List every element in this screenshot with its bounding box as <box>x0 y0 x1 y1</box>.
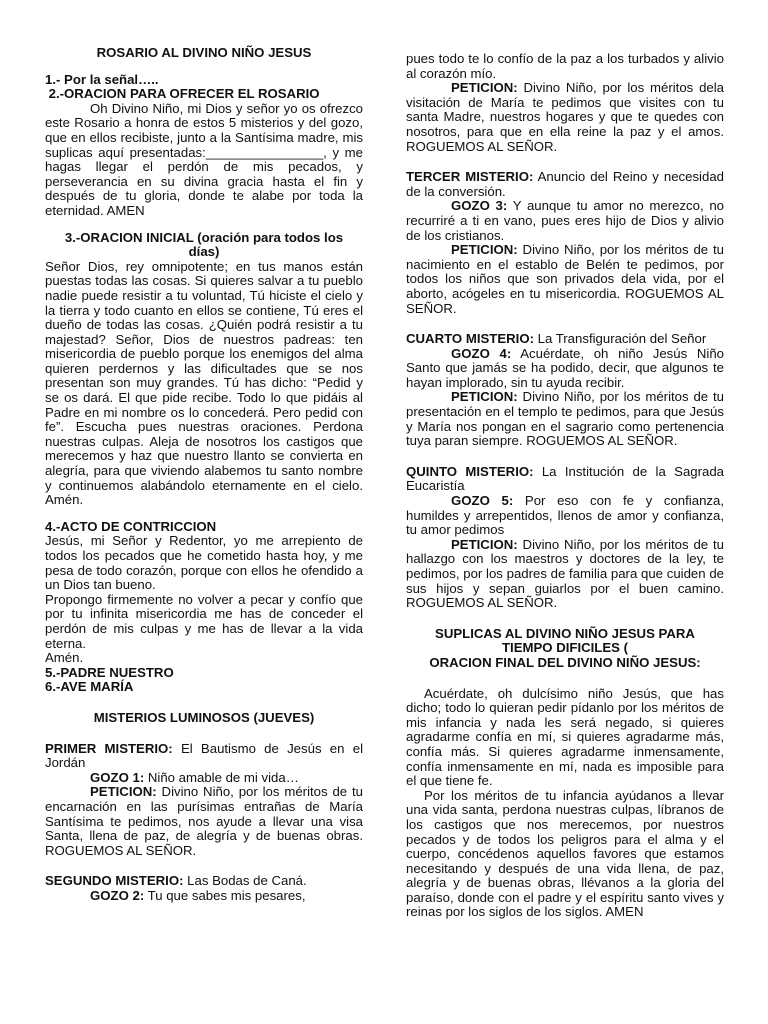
mystery-2-peticion <box>406 81 724 154</box>
gozo-2-label: GOZO 2: <box>90 887 145 903</box>
gozo-1-label: GOZO 1: <box>90 769 145 785</box>
mystery-4-peticion <box>406 390 724 448</box>
mystery-4-gozo <box>406 347 724 391</box>
final-prayer-part-1: Acuérdate, oh dulcísimo niño Jesús, que has dicho; todo lo quieran pedir pídanlo por los méritos de mis infancia y nada les será negado, si quieres agradarme confía en mí, si quieres agradarme más, confía más. Si quieres agradarme inmensamente, confía inmensamente en mí, nada es imposible para el que tiene fe. <box>406 685 724 789</box>
peticion-2-label: PETICION: <box>451 80 518 96</box>
mystery-2-gozo <box>45 889 363 904</box>
step-4-prayer-part-2: Propongo firmemente no volver a pecar y confío que por tu infinita misericordia me has de conceder el perdón de mis culpas y me has de llevar a la vida eterna. <box>45 591 363 651</box>
peticion-4-text: Divino Niño, por los méritos de tu presentación en el templo te pedimos, para que Jesús y María nos pongan en el sagrario como pertenencia tuya paran siempre. ROGUEMOS AL SEÑOR. <box>406 389 724 449</box>
peticion-1-text: Divino Niño, por los méritos de tu encarnación en las purísimas entrañas de María Santísima te pedimos, nos ayude a llevar una visa Santa, llena de paz, de alegría y de buenas obras. ROGUEMOS AL SEÑOR. <box>45 784 363 858</box>
mystery-4 <box>406 332 724 347</box>
peticion-4-label: PETICION: <box>451 389 518 405</box>
step-4-heading: 4.-ACTO DE CONTRICCION <box>45 518 217 534</box>
gozo-4-label: GOZO 4: <box>451 345 512 361</box>
document-title: ROSARIO AL DIVINO NIÑO JESUS <box>96 45 312 60</box>
step-2-heading: 2.-ORACION PARA OFRECER EL ROSARIO <box>45 86 320 102</box>
mystery-4-label: CUARTO MISTERIO: <box>406 331 534 347</box>
step-4-amen: Amén. <box>45 650 84 666</box>
misterios-heading: MISTERIOS LUMINOSOS (JUEVES) <box>93 709 315 725</box>
step-3-heading: 3.-ORACION INICIAL (oración para todos los días) <box>64 229 344 260</box>
mystery-5-label: QUINTO MISTERIO: <box>406 463 534 479</box>
gozo-1-text: Niño amable de mi vida… <box>144 769 299 785</box>
peticion-5-label: PETICION: <box>451 536 518 552</box>
gozo-4-text: Acuérdate, oh niño Jesús Niño Santo que jamás se ha podido, decir, que algunos te hayan implorado, sin tu ayuda recibir. <box>406 345 725 390</box>
peticion-5-text: Divino Niño, por los méritos de tu hallazgo con los maestros y doctores de la ley, te pedimos, por los padres de familia para que cuiden de sus hijos y sepan guiarlos por el buen camino. ROGUEMOS AL SEÑOR. <box>406 536 724 611</box>
mystery-5-peticion <box>406 538 724 611</box>
step-1-heading: 1.- Por la señal….. <box>45 71 159 87</box>
mystery-2-label: SEGUNDO MISTERIO: <box>45 873 184 889</box>
mystery-3-gozo <box>406 199 724 243</box>
peticion-3-label: PETICION: <box>451 242 518 258</box>
mystery-1-label: PRIMER MISTERIO: <box>45 740 173 756</box>
final-prayer-part-2: Por los méritos de tu infancia ayúdanos a llevar una vida santa, perdona nuestras culpas, líbranos de los castigos que nos merecemos, por nuestros pecados y de todos los peligros para el alma y el cuerpo, concédenos aquellos favores que estamos necesitando y después de una vida llena, de paz, alegría y de buenas obras, llévanos a la gloria del paraíso, donde con el padre y el espíritu santo vives y reinas por los siglos de los siglos. AMEN <box>406 787 724 920</box>
mystery-4-text: La Transfiguración del Señor <box>533 331 707 347</box>
peticion-2-text: Divino Niño, por los méritos dela visitación de María te pedimos que visites con tu santa Madre, nuestros hogares y que te quedes con nosotros, para que en ella reine la paz y el amos. ROGUEMOS AL SEÑOR. <box>406 80 724 154</box>
mystery-1-text: El Bautismo de Jesús en el Jordán <box>45 740 363 771</box>
mystery-1-peticion <box>45 785 363 858</box>
suplicas-heading: SUPLICAS AL DIVINO NIÑO JESUS PARA TIEMPO DIFICILES ( <box>435 625 695 656</box>
right-column <box>406 52 724 920</box>
peticion-3-text: Divino Niño, por los méritos de tu nacimiento en el establo de Belén te pedimos, por todos los niños que son privados dela vida, por el aborto, acógeles en tu misericordia. ROGUEMOS AL SEÑOR. <box>406 242 724 316</box>
mystery-3-peticion <box>406 243 724 316</box>
step-2-prayer: Oh Divino Niño, mi Dios y señor yo os ofrezco este Rosario a honra de estos 5 misterios y del gozo, que en ellos recibiste, junto a la Santísima madre, mis suplicas aquí presentadas:________________, y me hagas llegar el perdón de mis pecados, y perseverancia en su divina gracia hasta el fin y después de tu gloria, donde te alabe por toda la eternidad. AMEN <box>45 100 363 218</box>
gozo-3-text: Y aunque tu amor no merezco, no recurriré a ti en vano, pues eres hijo de Dios y alivio de los cristianos. <box>406 198 724 243</box>
gozo-5-label: GOZO 5: <box>451 493 514 509</box>
mystery-2-text: Las Bodas de Caná. <box>183 873 307 889</box>
mystery-5 <box>406 465 724 494</box>
mystery-1 <box>45 742 363 771</box>
left-column <box>45 46 363 903</box>
mystery-3 <box>406 170 724 199</box>
mystery-1-gozo <box>45 771 363 786</box>
step-5-heading: 5.-PADRE NUESTRO <box>45 664 174 680</box>
gozo-2-continuation: pues todo te lo confío de la paz a los turbados y alivio al corazón mío. <box>406 51 724 81</box>
step-3-prayer: Señor Dios, rey omnipotente; en tus manos están puestas todas las cosas. Si quieres salvar a tu pueblo nadie puede resistir a tu voluntad, Tú hiciste el cielo y la tierra y todo cuanto en ellos se contiene, Tú eres el dueño de todas las cosas. ¿Quién podrá resistir a tu majestad? Señor, Dios de nuestros padreas: ten misericordia de pueblo porque los enemigos del alma quieren perdernos y las dificultades que se nos presentan son muy grandes. Tú has dicho: “Pedid y se os dará. El que pide recibe. Todo lo que pidáis al Padre en mi nombre os lo concederá. Pero pedid con fe”. Escucha pues nuestras oraciones. Perdona nuestras culpas. Aleja de nosotros los castigos que merecemos y haz que nuestro llanto se convierta en alegría, para que viviendo alabemos tu santo nombre y continuemos alabándolo eternamente en el cielo. Amén. <box>45 258 363 508</box>
oracion-final-heading: ORACION FINAL DEL DIVINO NIÑO JESUS: <box>429 654 701 670</box>
peticion-1-label: PETICION: <box>90 784 157 800</box>
gozo-2-text: Tu que sabes mis pesares, <box>144 887 306 903</box>
mystery-5-text: La Institución de la Sagrada Eucaristía <box>406 463 725 494</box>
mystery-3-text: Anuncio del Reino y necesidad de la conversión. <box>406 169 724 199</box>
gozo-3-label: GOZO 3: <box>451 198 508 214</box>
mystery-2 <box>45 874 363 889</box>
mystery-5-gozo <box>406 494 724 538</box>
step-4-prayer-part-1: Jesús, mi Señor y Redentor, yo me arrepiento de todos los pecados que he cometido hasta hoy, y me pesa de todo corazón, porque con ellos he ofendido a un Dios tan bueno. <box>45 533 363 593</box>
mystery-3-label: TERCER MISTERIO: <box>406 169 534 185</box>
gozo-5-text: Por eso con fe y confianza, humildes y arrepentidos, llenos de amor y confianza, tu amor pedimos <box>406 493 724 538</box>
step-6-heading: 6.-AVE MARÍA <box>45 679 134 695</box>
